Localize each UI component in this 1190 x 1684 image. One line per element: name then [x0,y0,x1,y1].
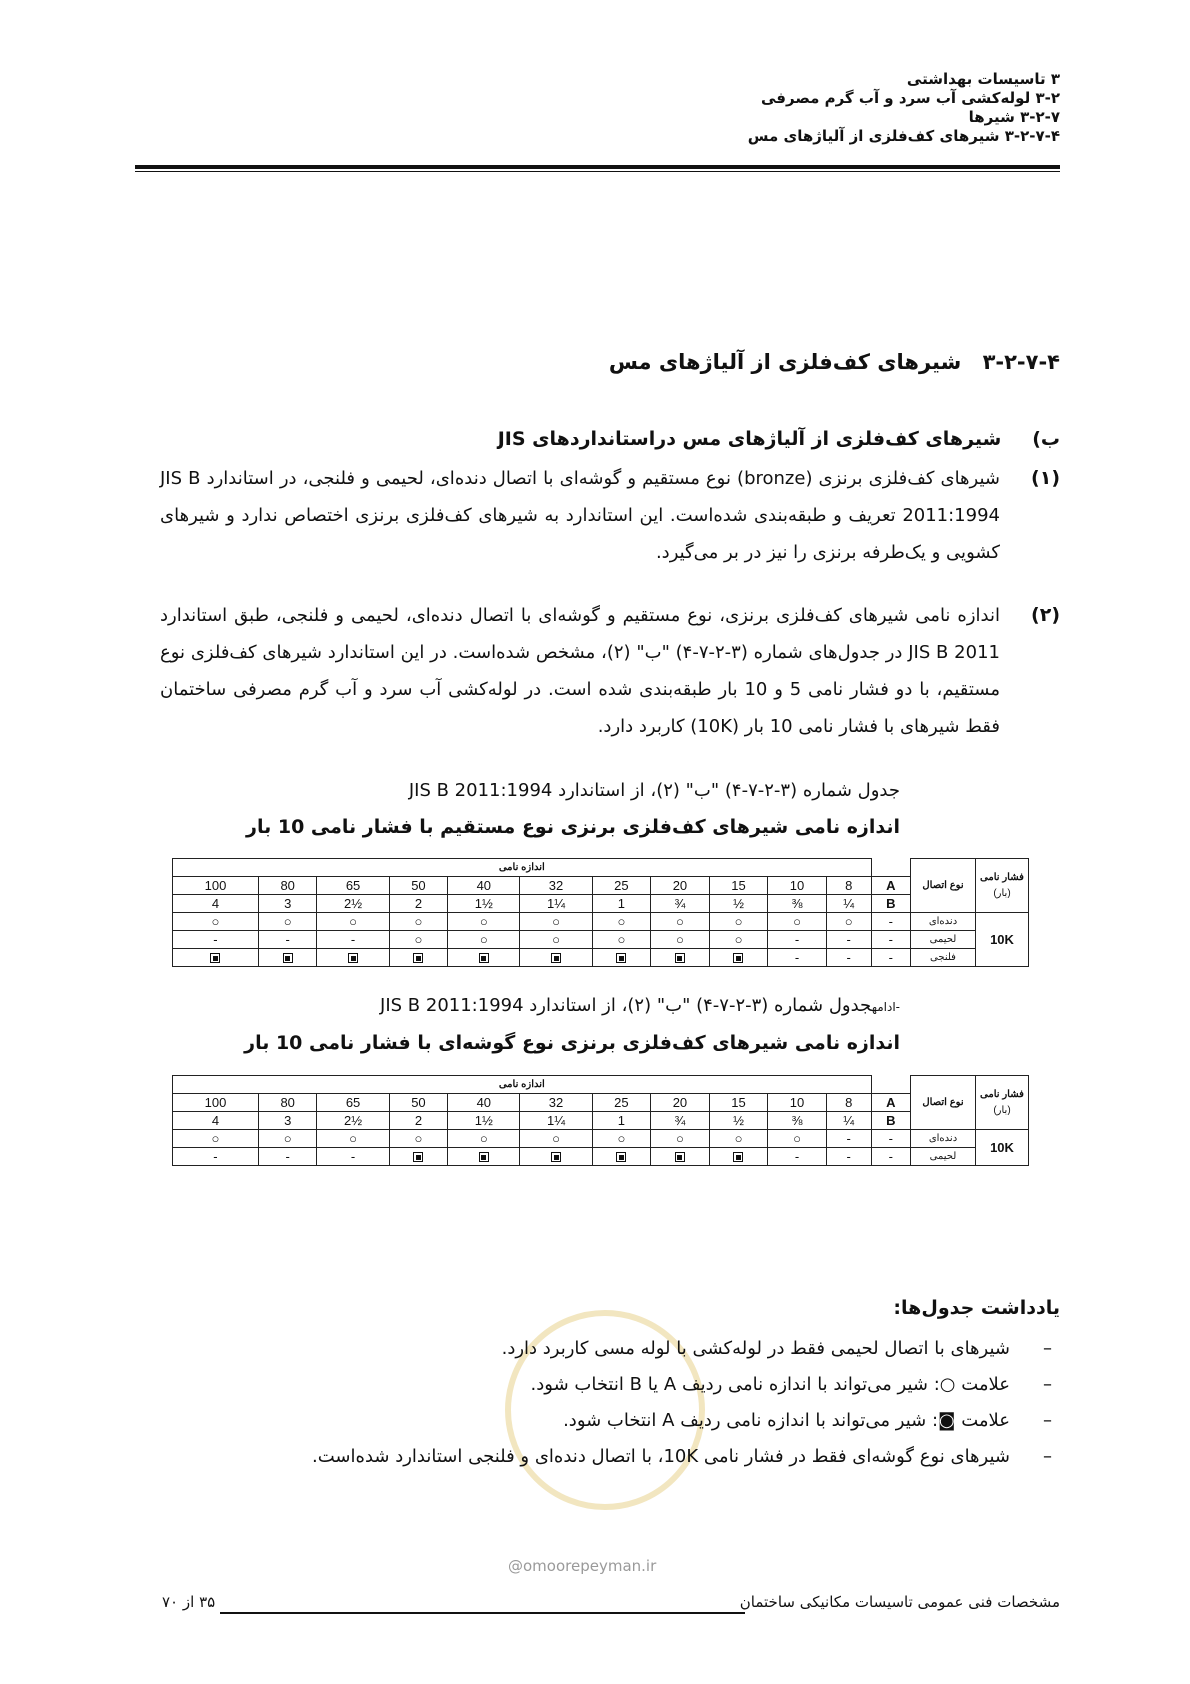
table1-caption: جدول شماره (۳-۲-۷-۴) "ب" (۲)، از استاندارد JIS B 2011:1994 [408,780,900,801]
availability-cell: - [871,1130,910,1148]
size-b-cell: 3 [258,895,317,913]
filled-square-icon [479,953,489,963]
footer-title: مشخصات فنی عمومی تاسیسات مکانیکی ساختمان [739,1593,1060,1611]
section-heading [609,350,1060,374]
availability-cell: ○ [258,1130,317,1148]
availability-cell: ○ [826,913,871,931]
size-a-cell: 15 [709,877,768,895]
header-rule-thin [135,171,1060,172]
size-a-cell: 32 [520,1094,592,1112]
size-b-cell: 4 [173,1112,259,1130]
pressure-header: فشار نامی (بار) [976,859,1029,913]
availability-cell: ○ [520,913,592,931]
availability-cell [258,949,317,967]
filled-square-icon [413,1152,423,1162]
table2-caption-suffix: -ادامه [871,1000,900,1014]
availability-cell: ○ [592,913,651,931]
availability-cell [317,949,389,967]
size-b-cell: 1 [592,895,651,913]
pressure-value: 10K [976,1130,1029,1166]
page-number: ۳۵ از ۷۰ [162,1593,216,1611]
connection-type: لحیمی [911,1148,976,1166]
filled-square-icon [551,1152,561,1162]
availability-cell: - [871,949,910,967]
availability-cell: - [768,931,827,949]
availability-cell: ○ [389,913,448,931]
size-b-cell: ½ [709,1112,768,1130]
availability-cell [173,949,259,967]
row-b-label: B [871,1112,910,1130]
size-b-cell: ¾ [651,1112,710,1130]
size-b-cell: ¼ [826,895,871,913]
availability-cell [651,949,710,967]
header-rule [135,165,1060,169]
availability-cell: ○ [448,913,520,931]
header-line-4: ۳-۲-۷-۴ شیرهای کف‌فلزی از آلیاژهای مس [747,127,1060,145]
availability-cell: ○ [173,1130,259,1148]
availability-cell [520,949,592,967]
size-b-cell: ¼ [826,1112,871,1130]
table1 [172,858,1029,967]
size-b-cell: 1¼ [520,895,592,913]
size-b-cell: 2 [389,1112,448,1130]
section-number: ۳-۲-۷-۴ [982,350,1060,374]
availability-cell: - [826,1130,871,1148]
size-a-cell: 10 [768,1094,827,1112]
size-b-cell: 2½ [317,895,389,913]
size-b-cell: 3 [258,1112,317,1130]
size-row-a [173,877,1029,895]
size-row-b [173,1112,1029,1130]
availability-cell [448,1148,520,1166]
row-a-label: A [871,1094,910,1112]
availability-cell: - [173,931,259,949]
filled-square-icon [733,953,743,963]
availability-cell: - [317,931,389,949]
table2-body [173,1130,1029,1166]
availability-cell: ○ [389,1130,448,1148]
size-b-cell: 2½ [317,1112,389,1130]
size-b-cell: 2 [389,895,448,913]
availability-cell: ○ [448,1130,520,1148]
filled-square-icon [675,953,685,963]
paragraph-2 [160,597,1060,745]
filled-square-icon [675,1152,685,1162]
filled-square-icon [210,953,220,963]
availability-cell [709,1148,768,1166]
size-a-cell: 40 [448,877,520,895]
section-title: شیرهای کف‌فلزی از آلیاژهای مس [608,350,962,374]
availability-cell: - [768,949,827,967]
table1-body [173,913,1029,967]
availability-cell: - [173,1148,259,1166]
availability-cell: - [871,1148,910,1166]
connection-type: دنده‌ای [911,1130,976,1148]
size-a-cell: 25 [592,877,651,895]
size-b-cell: 4 [173,895,259,913]
availability-cell: ○ [709,931,768,949]
table-notes [130,1297,1060,1475]
table-row [173,1148,1029,1166]
availability-cell: - [258,1148,317,1166]
availability-cell: - [826,931,871,949]
paragraph-text: اندازه نامی شیرهای کف‌فلزی برنزی، نوع مستقیم و گوشه‌ای با اتصال دنده‌ای، لحیمی و فلنجی، طبق استاندارد JIS B 2011 در جدول‌های شماره (۳-۲-۷-۴) "ب" (۲)، مشخص شده‌است. در این استاندارد شیرهای کف‌فلزی نوع مستقیم، با دو فشار نامی 5 و 10 بار طبقه‌بندی شده است. در لوله‌کشی آب سرد و آب گرم مصرفی ساختمان فقط شیرهای با فشار نامی 10 بار (10K) کاربرد دارد. [160,605,1000,737]
size-a-cell: 50 [389,1094,448,1112]
availability-cell: ○ [592,1130,651,1148]
note-item: – علامت ○: شیر می‌تواند با اندازه نامی ردیف A یا B انتخاب شود. [530,1374,1052,1395]
availability-cell: - [826,949,871,967]
connection-header: نوع اتصال [911,859,976,913]
header-line-2: ۳-۲ لوله‌کشی آب سرد و آب گرم مصرفی [760,89,1060,107]
table2-title: اندازه نامی شیرهای کف‌فلزی برنزی نوع گوشه‌ای با فشار نامی 10 بار [244,1032,900,1054]
header-line-3: ۳-۲-۷ شیرها [968,108,1060,126]
availability-cell: - [871,931,910,949]
size-a-cell: 32 [520,877,592,895]
notes-title: یادداشت جدول‌ها: [893,1297,1060,1319]
size-a-cell: 100 [173,877,259,895]
size-b-cell: 1 [592,1112,651,1130]
availability-cell: ○ [520,931,592,949]
size-a-cell: 80 [258,877,317,895]
row-b-label: B [871,895,910,913]
size-b-cell: ⅜ [768,895,827,913]
connection-header: نوع اتصال [911,1076,976,1130]
row-a-label: A [871,877,910,895]
table1-title: اندازه نامی شیرهای کف‌فلزی برنزی نوع مستقیم با فشار نامی 10 بار [246,816,900,838]
availability-cell: ○ [317,1130,389,1148]
pressure-value: 10K [976,913,1029,967]
size-header: اندازه نامی [173,859,872,877]
pressure-header: فشار نامی (بار) [976,1076,1029,1130]
size-a-cell: 100 [173,1094,259,1112]
availability-cell: ○ [173,913,259,931]
note-item: – علامت ◙: شیر می‌تواند با اندازه نامی ردیف A انتخاب شود. [563,1410,1052,1431]
size-a-cell: 15 [709,1094,768,1112]
subsection-label: ب) [1032,428,1060,450]
size-b-cell: ½ [709,895,768,913]
connection-type: دنده‌ای [911,913,976,931]
note-item: – شیرهای نوع گوشه‌ای فقط در فشار نامی 10K، با اتصال دنده‌ای و فلنجی استاندارد شده‌است. [312,1446,1052,1467]
paragraph-text: شیرهای کف‌فلزی برنزی (bronze) نوع مستقیم و گوشه‌ای با اتصال دنده‌ای، لحیمی و فلنجی، در استاندارد JIS B 2011:1994 تعریف و طبقه‌بندی شده‌است. این استاندارد به شیرهای کف‌فلزی برنزی اختصاص ندارد و شیرهای کشویی و یک‌طرفه برنزی را نیز در بر می‌گیرد. [160,468,1000,563]
size-a-cell: 8 [826,877,871,895]
size-a-cell: 10 [768,877,827,895]
availability-cell [592,1148,651,1166]
availability-cell [389,1148,448,1166]
running-header [260,70,1060,146]
availability-cell: - [768,1148,827,1166]
availability-cell: - [258,931,317,949]
availability-cell: ○ [651,1130,710,1148]
filled-square-icon [616,1152,626,1162]
availability-cell [651,1148,710,1166]
availability-cell [709,949,768,967]
availability-cell: - [826,1148,871,1166]
table-row [173,1130,1029,1148]
note-item: – شیرهای با اتصال لحیمی فقط در لوله‌کشی با لوله مسی کاربرد دارد. [501,1338,1052,1359]
subsection-title: شیرهای کف‌فلزی از آلیاژهای مس دراستانداردهای JIS [497,428,1002,450]
size-b-cell: 1¼ [520,1112,592,1130]
availability-cell: ○ [651,913,710,931]
connection-type: فلنجی [911,949,976,967]
filled-square-icon [733,1152,743,1162]
size-b-cell: ⅜ [768,1112,827,1130]
filled-square-icon [616,953,626,963]
availability-cell: ○ [768,913,827,931]
watermark-text: @omoorepeyman.ir [508,1557,657,1575]
availability-cell [448,949,520,967]
header-line-1: ۳ تاسیسات بهداشتی [906,70,1060,88]
paragraph-1 [160,460,1060,571]
size-a-cell: 65 [317,877,389,895]
filled-square-icon [348,953,358,963]
availability-cell [389,949,448,967]
availability-cell: - [871,913,910,931]
size-a-cell: 25 [592,1094,651,1112]
size-b-cell: ¾ [651,895,710,913]
size-b-cell: 1½ [448,1112,520,1130]
size-a-cell: 8 [826,1094,871,1112]
size-a-cell: 65 [317,1094,389,1112]
filled-square-icon [283,953,293,963]
table2-caption: -ادامهجدول شماره (۳-۲-۷-۴) "ب" (۲)، از استاندارد JIS B 2011:1994 [380,995,900,1016]
table-row [173,913,1029,931]
size-row-a [173,1094,1029,1112]
subsection-heading [498,428,1060,450]
availability-cell: - [317,1148,389,1166]
paragraph-number: (۱) [1031,467,1060,489]
paragraph-number: (۲) [1031,604,1060,626]
availability-cell: ○ [709,1130,768,1148]
availability-cell: ○ [317,913,389,931]
availability-cell: ○ [258,913,317,931]
filled-square-icon [479,1152,489,1162]
filled-square-icon [551,953,561,963]
availability-cell [520,1148,592,1166]
filled-square-icon [413,953,423,963]
availability-cell: ○ [768,1130,827,1148]
footer-rule [220,1612,745,1614]
table-row [173,931,1029,949]
table-row [173,949,1029,967]
size-row-b [173,895,1029,913]
availability-cell: ○ [709,913,768,931]
table2 [172,1075,1029,1166]
size-a-cell: 40 [448,1094,520,1112]
availability-cell [592,949,651,967]
size-a-cell: 50 [389,877,448,895]
size-a-cell: 20 [651,877,710,895]
size-a-cell: 80 [258,1094,317,1112]
availability-cell: ○ [389,931,448,949]
size-header: اندازه نامی [173,1076,872,1094]
availability-cell: ○ [592,931,651,949]
connection-type: لحیمی [911,931,976,949]
availability-cell: ○ [520,1130,592,1148]
availability-cell: ○ [651,931,710,949]
size-b-cell: 1½ [448,895,520,913]
availability-cell: ○ [448,931,520,949]
size-a-cell: 20 [651,1094,710,1112]
